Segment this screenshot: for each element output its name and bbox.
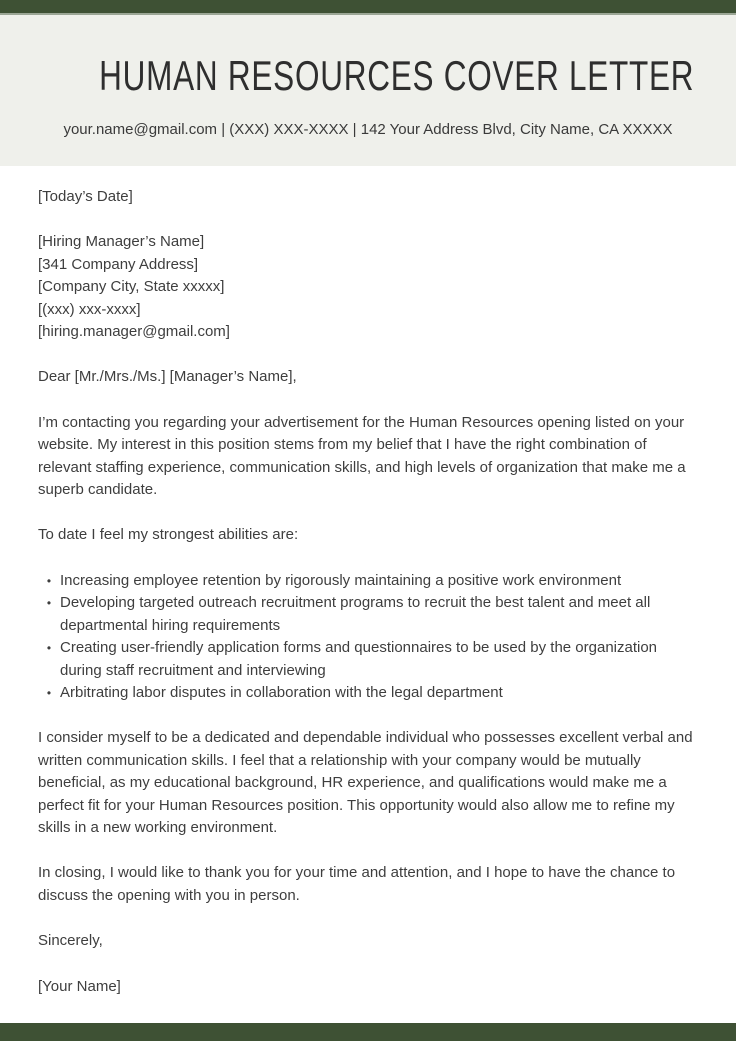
abilities-list: [38, 570, 698, 704]
contact-info-line: your.name@gmail.com | (XXX) XXX-XXXX | 142 Your Address Blvd, City Name, CA XXXXX: [63, 121, 673, 138]
list-item: [38, 682, 698, 704]
bullet-marker: •: [46, 596, 52, 611]
abilities-lead-in: To date I feel my strongest abilities are:: [38, 526, 299, 544]
bottom-accent-bar: [0, 1023, 736, 1041]
top-accent-bar: [0, 0, 736, 13]
recipient-city-state: [Company City, State xxxxx]: [38, 278, 225, 296]
ability-item-text: Increasing employee retention by rigorously maintaining a positive work environment: [60, 571, 622, 589]
recipient-phone: [(xxx) xxx-xxxx]: [38, 300, 141, 318]
list-item: [38, 570, 698, 592]
salutation: Dear [Mr./Mrs./Ms.] [Manager’s Name],: [38, 368, 297, 386]
list-item: [38, 592, 698, 637]
ability-item-text: Arbitrating labor disputes in collaboration with the legal department: [60, 683, 503, 701]
signoff: Sincerely,: [38, 932, 103, 950]
list-item: [38, 637, 698, 682]
recipient-block: [38, 231, 698, 343]
recipient-name: [Hiring Manager’s Name]: [38, 233, 205, 251]
recipient-address: [341 Company Address]: [38, 255, 199, 273]
ability-item-text: Developing targeted outreach recruitment programs to recruit the best talent and meet all departmental hiring requirements: [60, 594, 651, 634]
date-placeholder: [Today’s Date]: [38, 188, 133, 205]
ability-item-text: Creating user-friendly application forms and questionnaires to be used by the organization during staff recruitment and interviewing: [60, 639, 658, 679]
recipient-email: [hiring.manager@gmail.com]: [38, 323, 230, 341]
signature-placeholder: [Your Name]: [38, 977, 121, 995]
bullet-marker: •: [46, 641, 52, 656]
letter-header: [0, 15, 736, 166]
bullet-marker: •: [46, 573, 52, 588]
intro-paragraph: I’m contacting you regarding your advertisement for the Human Resources opening listed on your website. My interest in this position stems from my belief that I have the right combination of relevant staffing experience, communication skills, and high levels of organization that make me a superb candidate.: [38, 413, 686, 499]
page-title-row: [0, 52, 736, 107]
body-paragraph: I consider myself to be a dedicated and dependable individual who possesses excellent verbal and written communication skills. I feel that a relationship with your company would be mutually beneficial, as my educational background, HR experience, and qualifications would make me a perfect fit for your Human Resources position. This opportunity would also allow me to refine my skills in a new working environment.: [38, 729, 693, 836]
page-title: HUMAN RESOURCES COVER LETTER: [99, 52, 695, 99]
closing-paragraph: In closing, I would like to thank you for your time and attention, and I hope to have the chance to discuss the opening with you in person.: [38, 864, 676, 904]
letter-body: [0, 166, 736, 1023]
bullet-marker: •: [46, 685, 52, 700]
